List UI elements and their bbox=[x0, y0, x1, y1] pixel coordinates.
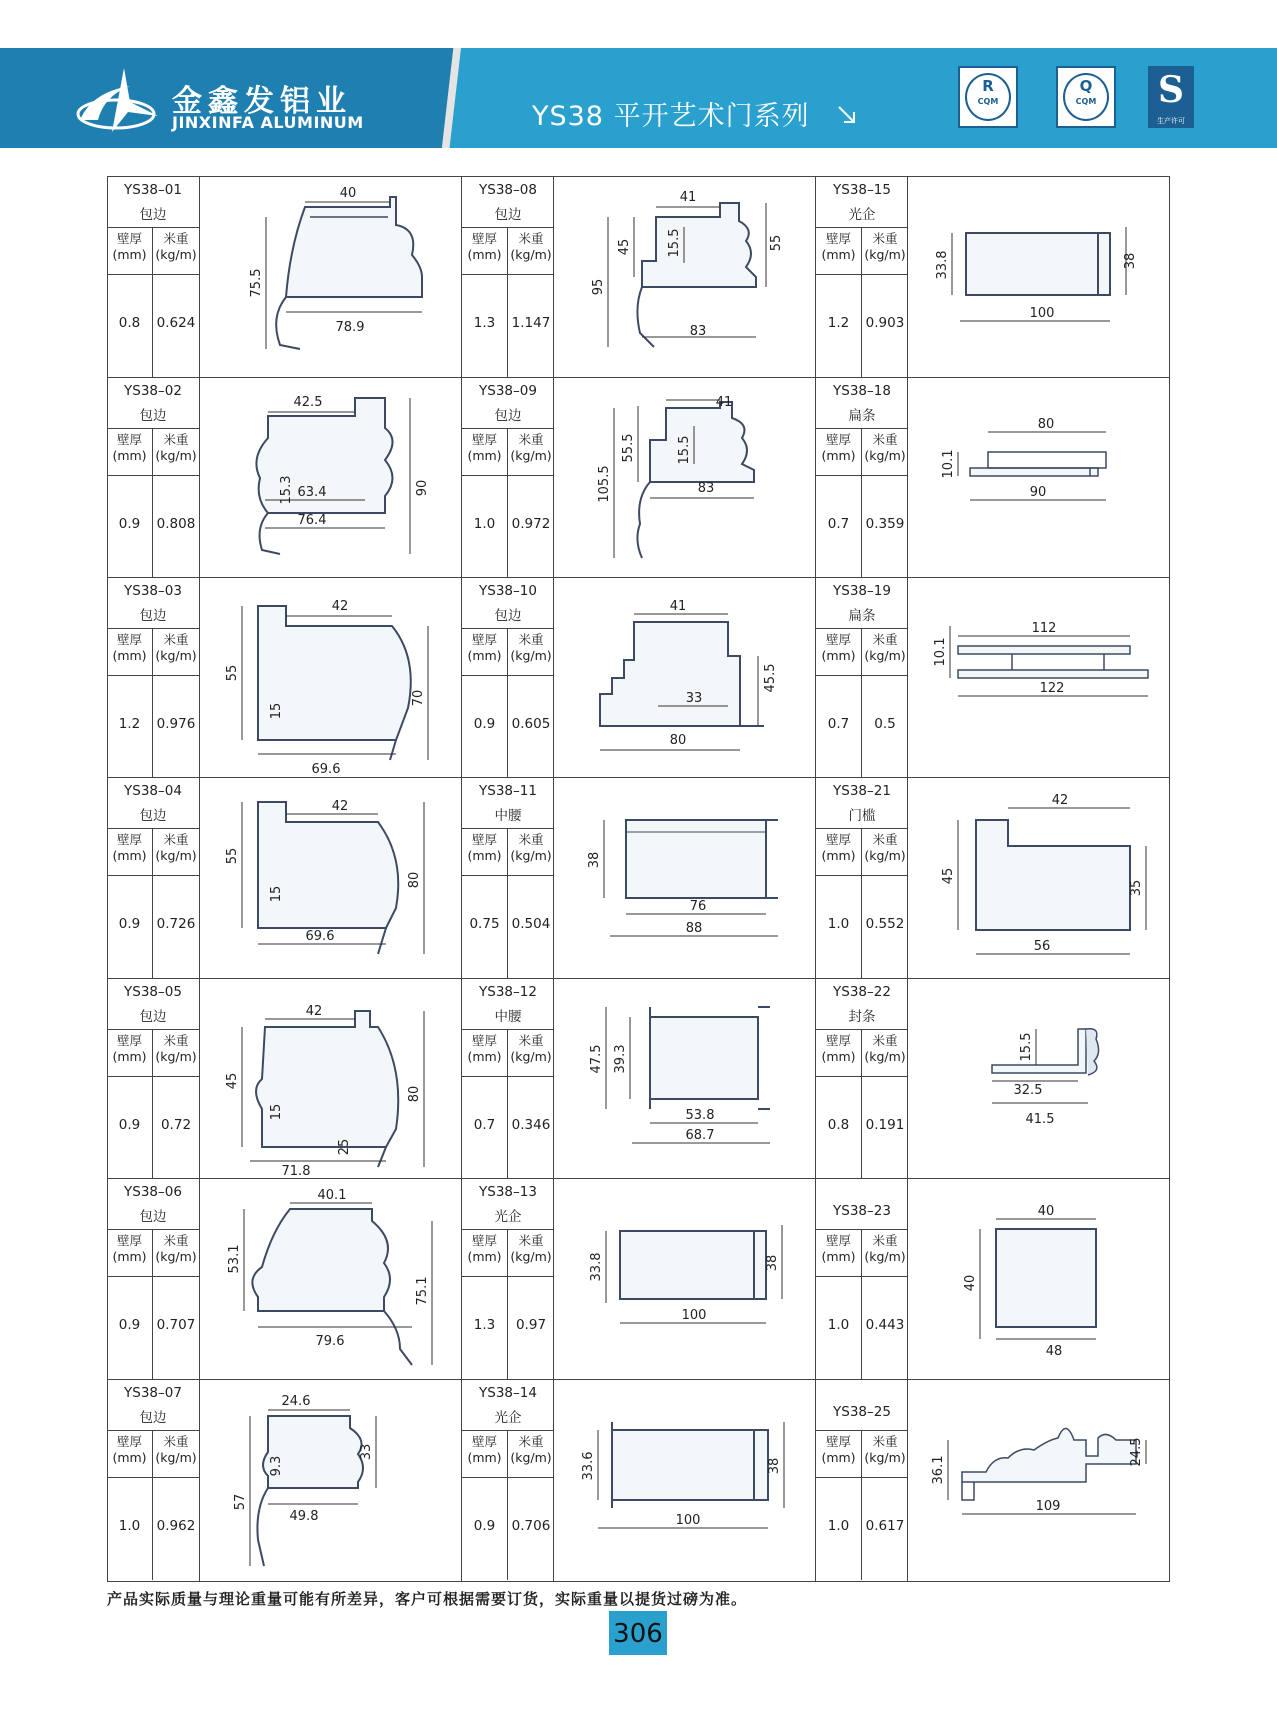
product-info-ys38-10 bbox=[462, 578, 554, 778]
meter-weight-value: 0.726 bbox=[156, 916, 196, 932]
dimension-label: 90 bbox=[415, 479, 430, 497]
meter-weight-header: 米重 (kg/m) bbox=[864, 1434, 906, 1465]
meter-weight-header: 米重 (kg/m) bbox=[510, 632, 552, 663]
wall-thickness-value: 0.9 bbox=[118, 516, 141, 532]
meter-weight-header: 米重 (kg/m) bbox=[155, 1033, 197, 1064]
cert-q-badge bbox=[1056, 66, 1116, 128]
wall-thickness-header: 壁厚 (mm) bbox=[821, 1233, 856, 1264]
profile-drawing-ys38-25 bbox=[908, 1380, 1166, 1580]
product-info-ys38-07 bbox=[107, 1380, 199, 1580]
product-info-ys38-25 bbox=[816, 1380, 908, 1580]
dimension-label: 56 bbox=[1033, 939, 1051, 954]
dimension-label: 15 bbox=[269, 885, 284, 903]
cert-sub: 生产许可 bbox=[1157, 117, 1185, 125]
product-type: 包边 bbox=[139, 808, 167, 824]
wall-thickness-header: 壁厚 (mm) bbox=[467, 1233, 502, 1264]
product-type: 包边 bbox=[494, 207, 522, 223]
dimension-label: 41 bbox=[715, 395, 733, 410]
wall-thickness-value: 1.0 bbox=[827, 916, 850, 932]
dimension-label: 25 bbox=[337, 1138, 352, 1156]
product-code: YS38–12 bbox=[479, 984, 537, 1000]
dimension-label: 55 bbox=[769, 234, 784, 252]
dimension-label: 42 bbox=[331, 599, 349, 614]
product-type: 光企 bbox=[848, 207, 876, 223]
profile-drawing-ys38-02 bbox=[200, 378, 462, 578]
meter-weight-value: 0.72 bbox=[160, 1117, 192, 1133]
product-code: YS38–07 bbox=[124, 1385, 182, 1401]
product-type: 扁条 bbox=[848, 408, 876, 424]
dimension-label: 83 bbox=[697, 481, 715, 496]
dimension-label: 76 bbox=[689, 899, 707, 914]
dimension-label: 15 bbox=[269, 1103, 284, 1121]
dimension-label: 15.5 bbox=[1019, 1032, 1034, 1062]
dimension-label: 100 bbox=[681, 1308, 707, 1323]
wall-thickness-header: 壁厚 (mm) bbox=[112, 432, 147, 463]
wall-thickness-value: 1.0 bbox=[473, 516, 496, 532]
product-type: 包边 bbox=[139, 1410, 167, 1426]
dimension-label: 24.6 bbox=[281, 1394, 311, 1409]
wall-thickness-header: 壁厚 (mm) bbox=[467, 1434, 502, 1465]
wall-thickness-value: 1.3 bbox=[473, 1317, 496, 1333]
dimension-label: 90 bbox=[1029, 485, 1047, 500]
dimension-label: 42 bbox=[305, 1004, 323, 1019]
dimension-label: 33 bbox=[359, 1443, 374, 1461]
cert-sub: CQM bbox=[977, 97, 999, 106]
dimension-label: 33.8 bbox=[589, 1252, 604, 1282]
product-code: YS38–14 bbox=[479, 1385, 537, 1401]
dimension-label: 24.5 bbox=[1129, 1437, 1144, 1467]
wall-thickness-header: 壁厚 (mm) bbox=[467, 432, 502, 463]
product-code: YS38–21 bbox=[833, 783, 891, 799]
meter-weight-value: 0.808 bbox=[156, 516, 196, 532]
meter-weight-value: 0.97 bbox=[515, 1317, 547, 1333]
dimension-label: 15.5 bbox=[667, 228, 682, 258]
wall-thickness-header: 壁厚 (mm) bbox=[112, 832, 147, 863]
dimension-label: 38 bbox=[1123, 252, 1138, 270]
wall-thickness-value: 0.9 bbox=[118, 916, 141, 932]
meter-weight-header: 米重 (kg/m) bbox=[864, 632, 906, 663]
meter-weight-header: 米重 (kg/m) bbox=[155, 832, 197, 863]
dimension-label: 100 bbox=[675, 1513, 701, 1528]
profile-drawing-ys38-18 bbox=[908, 378, 1166, 578]
dimension-label: 100 bbox=[1029, 306, 1055, 321]
dimension-label: 76.4 bbox=[297, 513, 327, 528]
dimension-label: 75.5 bbox=[249, 268, 264, 298]
dimension-label: 55.5 bbox=[621, 433, 636, 463]
wall-thickness-value: 1.2 bbox=[118, 716, 141, 732]
dimension-label: 55 bbox=[225, 847, 240, 865]
dimension-label: 53.8 bbox=[685, 1108, 715, 1123]
dimension-label: 33.8 bbox=[935, 250, 950, 280]
product-info-ys38-14 bbox=[462, 1380, 554, 1580]
dimension-label: 63.4 bbox=[297, 485, 327, 500]
meter-weight-header: 米重 (kg/m) bbox=[155, 432, 197, 463]
product-code: YS38–09 bbox=[479, 383, 537, 399]
dimension-label: 83 bbox=[689, 324, 707, 339]
wall-thickness-header: 壁厚 (mm) bbox=[112, 1233, 147, 1264]
dimension-label: 80 bbox=[407, 1085, 422, 1103]
profile-drawing-ys38-15 bbox=[908, 177, 1166, 377]
meter-weight-header: 米重 (kg/m) bbox=[155, 231, 197, 262]
profile-drawing-ys38-19 bbox=[908, 578, 1166, 778]
wall-thickness-header: 壁厚 (mm) bbox=[467, 1033, 502, 1064]
product-info-ys38-19 bbox=[816, 578, 908, 778]
dimension-label: 95 bbox=[591, 278, 606, 296]
dimension-label: 33 bbox=[685, 691, 703, 706]
dimension-label: 40 bbox=[963, 1274, 978, 1292]
product-code: YS38–08 bbox=[479, 182, 537, 198]
dimension-label: 69.6 bbox=[311, 762, 341, 777]
meter-weight-header: 米重 (kg/m) bbox=[155, 632, 197, 663]
wall-thickness-value: 0.7 bbox=[473, 1117, 496, 1133]
wall-thickness-value: 0.9 bbox=[473, 1518, 496, 1534]
dimension-label: 80 bbox=[669, 733, 687, 748]
profile-drawing-ys38-14 bbox=[554, 1380, 813, 1580]
wall-thickness-header: 壁厚 (mm) bbox=[821, 832, 856, 863]
dimension-label: 42.5 bbox=[293, 395, 323, 410]
wall-thickness-value: 1.2 bbox=[827, 315, 850, 331]
dimension-label: 9.3 bbox=[269, 1455, 284, 1477]
dimension-label: 105.5 bbox=[597, 465, 612, 503]
product-code: YS38–15 bbox=[833, 182, 891, 198]
wall-thickness-value: 0.8 bbox=[118, 315, 141, 331]
cert-letter: Q bbox=[1079, 77, 1093, 95]
footer-note: 产品实际质量与理论重量可能有所差异，客户可根据需要订货，实际重量以提货过磅为准。 bbox=[107, 1590, 748, 1608]
dimension-label: 78.9 bbox=[335, 320, 365, 335]
meter-weight-value: 0.605 bbox=[511, 716, 551, 732]
product-code: YS38–18 bbox=[833, 383, 891, 399]
product-code: YS38–23 bbox=[833, 1203, 891, 1219]
dimension-label: 88 bbox=[685, 921, 703, 936]
product-code: YS38–04 bbox=[124, 783, 182, 799]
profile-drawing-ys38-06 bbox=[200, 1179, 462, 1379]
wall-thickness-value: 0.8 bbox=[827, 1117, 850, 1133]
wall-thickness-value: 0.9 bbox=[118, 1317, 141, 1333]
wall-thickness-header: 壁厚 (mm) bbox=[467, 231, 502, 262]
wall-thickness-value: 1.0 bbox=[827, 1317, 850, 1333]
dimension-label: 38 bbox=[767, 1457, 782, 1475]
dimension-label: 79.6 bbox=[315, 1334, 345, 1349]
product-type: 光企 bbox=[494, 1209, 522, 1225]
profile-drawing-ys38-04 bbox=[200, 778, 462, 978]
profile-drawing-ys38-07 bbox=[200, 1380, 462, 1580]
wall-thickness-value: 0.9 bbox=[473, 716, 496, 732]
product-info-ys38-15 bbox=[816, 177, 908, 377]
profile-drawing-ys38-08 bbox=[554, 177, 813, 377]
meter-weight-value: 0.976 bbox=[156, 716, 196, 732]
dimension-label: 45 bbox=[225, 1072, 240, 1090]
dimension-label: 15.3 bbox=[279, 475, 294, 505]
dimension-label: 80 bbox=[407, 871, 422, 889]
dimension-label: 112 bbox=[1031, 621, 1057, 636]
dimension-label: 53.1 bbox=[227, 1244, 242, 1274]
product-type: 包边 bbox=[494, 408, 522, 424]
wall-thickness-value: 0.9 bbox=[118, 1117, 141, 1133]
meter-weight-value: 0.443 bbox=[865, 1317, 905, 1333]
product-info-ys38-05 bbox=[107, 979, 199, 1179]
meter-weight-header: 米重 (kg/m) bbox=[864, 231, 906, 262]
dimension-label: 49.8 bbox=[289, 1509, 319, 1524]
meter-weight-header: 米重 (kg/m) bbox=[510, 1233, 552, 1264]
dimension-label: 47.5 bbox=[589, 1044, 604, 1074]
meter-weight-value: 0.504 bbox=[511, 916, 551, 932]
product-type: 门槛 bbox=[848, 808, 876, 824]
company-logo-icon bbox=[72, 62, 164, 136]
page-number: 306 bbox=[613, 1619, 663, 1649]
wall-thickness-value: 0.75 bbox=[469, 916, 500, 932]
profile-drawing-ys38-03 bbox=[200, 578, 462, 778]
dimension-label: 40 bbox=[1037, 1204, 1055, 1219]
product-info-ys38-12 bbox=[462, 979, 554, 1179]
wall-thickness-header: 壁厚 (mm) bbox=[467, 832, 502, 863]
wall-thickness-value: 0.7 bbox=[827, 516, 850, 532]
cert-letter: S bbox=[1158, 69, 1184, 111]
dimension-label: 45 bbox=[941, 867, 956, 885]
dimension-label: 109 bbox=[1035, 1499, 1061, 1514]
dimension-label: 75.1 bbox=[415, 1276, 430, 1306]
dimension-label: 10.1 bbox=[941, 449, 956, 479]
wall-thickness-value: 1.3 bbox=[473, 315, 496, 331]
meter-weight-value: 0.552 bbox=[865, 916, 905, 932]
meter-weight-header: 米重 (kg/m) bbox=[510, 231, 552, 262]
dimension-label: 57 bbox=[233, 1493, 248, 1511]
wall-thickness-header: 壁厚 (mm) bbox=[821, 1033, 856, 1064]
product-info-ys38-02 bbox=[107, 378, 199, 578]
product-info-ys38-03 bbox=[107, 578, 199, 778]
product-code: YS38–19 bbox=[833, 583, 891, 599]
product-info-ys38-06 bbox=[107, 1179, 199, 1379]
dimension-label: 68.7 bbox=[685, 1128, 715, 1143]
meter-weight-header: 米重 (kg/m) bbox=[510, 1434, 552, 1465]
product-type: 包边 bbox=[494, 608, 522, 624]
brand-name-cn: 金鑫发铝业 bbox=[172, 84, 352, 119]
product-code: YS38–10 bbox=[479, 583, 537, 599]
meter-weight-value: 0.346 bbox=[511, 1117, 551, 1133]
wall-thickness-header: 壁厚 (mm) bbox=[112, 632, 147, 663]
meter-weight-value: 0.5 bbox=[874, 716, 896, 732]
dimension-label: 42 bbox=[1051, 793, 1069, 808]
product-code: YS38–01 bbox=[124, 182, 182, 198]
profile-drawing-ys38-05 bbox=[200, 979, 462, 1179]
cert-sub: CQM bbox=[1075, 97, 1097, 106]
wall-thickness-header: 壁厚 (mm) bbox=[821, 632, 856, 663]
dimension-label: 15 bbox=[269, 702, 284, 720]
dimension-label: 122 bbox=[1039, 681, 1065, 696]
profile-drawing-ys38-10 bbox=[554, 578, 813, 778]
dimension-label: 32.5 bbox=[1013, 1083, 1043, 1098]
product-code: YS38–13 bbox=[479, 1184, 537, 1200]
page-number-badge bbox=[609, 1611, 667, 1655]
product-code: YS38–22 bbox=[833, 984, 891, 1000]
wall-thickness-header: 壁厚 (mm) bbox=[821, 432, 856, 463]
product-type: 包边 bbox=[139, 1209, 167, 1225]
brand-name-en: JINXINFA ALUMINUM bbox=[172, 113, 364, 132]
dimension-label: 71.8 bbox=[281, 1164, 311, 1179]
product-info-ys38-13 bbox=[462, 1179, 554, 1379]
series-title: YS38 平开艺术门系列 bbox=[532, 101, 810, 132]
product-info-ys38-01 bbox=[107, 177, 199, 377]
profile-drawing-ys38-09 bbox=[554, 378, 813, 578]
dimension-label: 41.5 bbox=[1025, 1112, 1055, 1127]
meter-weight-value: 0.962 bbox=[156, 1518, 196, 1534]
dimension-label: 45.5 bbox=[763, 663, 778, 693]
meter-weight-value: 1.147 bbox=[511, 315, 551, 331]
product-info-ys38-18 bbox=[816, 378, 908, 578]
product-code: YS38–06 bbox=[124, 1184, 182, 1200]
dimension-label: 40 bbox=[339, 186, 357, 201]
cert-r-badge bbox=[958, 66, 1018, 128]
wall-thickness-header: 壁厚 (mm) bbox=[112, 231, 147, 262]
dimension-label: 33.6 bbox=[581, 1451, 596, 1481]
product-info-ys38-21 bbox=[816, 778, 908, 978]
product-info-ys38-09 bbox=[462, 378, 554, 578]
meter-weight-value: 0.706 bbox=[511, 1518, 551, 1534]
profile-drawing-ys38-12 bbox=[554, 979, 813, 1179]
profile-drawing-ys38-23 bbox=[908, 1179, 1166, 1379]
dimension-label: 55 bbox=[225, 664, 240, 682]
product-info-ys38-22 bbox=[816, 979, 908, 1179]
product-code: YS38–25 bbox=[833, 1404, 891, 1420]
dimension-label: 40.1 bbox=[317, 1188, 347, 1203]
profile-drawing-ys38-13 bbox=[554, 1179, 813, 1379]
dimension-label: 35 bbox=[1129, 879, 1144, 897]
dimension-label: 45 bbox=[617, 238, 632, 256]
profile-drawing-ys38-11 bbox=[554, 778, 813, 978]
meter-weight-value: 0.972 bbox=[511, 516, 551, 532]
wall-thickness-header: 壁厚 (mm) bbox=[467, 632, 502, 663]
product-info-ys38-04 bbox=[107, 778, 199, 978]
wall-thickness-header: 壁厚 (mm) bbox=[821, 231, 856, 262]
wall-thickness-header: 壁厚 (mm) bbox=[821, 1434, 856, 1465]
product-type: 中腰 bbox=[494, 1009, 522, 1025]
wall-thickness-header: 壁厚 (mm) bbox=[112, 1434, 147, 1465]
meter-weight-header: 米重 (kg/m) bbox=[155, 1434, 197, 1465]
dimension-label: 41 bbox=[679, 190, 697, 205]
product-type: 封条 bbox=[848, 1009, 876, 1025]
product-code: YS38–03 bbox=[124, 583, 182, 599]
meter-weight-header: 米重 (kg/m) bbox=[864, 432, 906, 463]
dimension-label: 41 bbox=[669, 599, 687, 614]
meter-weight-value: 0.617 bbox=[865, 1518, 905, 1534]
product-info-ys38-08 bbox=[462, 177, 554, 377]
dimension-label: 80 bbox=[1037, 417, 1055, 432]
product-type: 包边 bbox=[139, 408, 167, 424]
product-info-ys38-23 bbox=[816, 1179, 908, 1379]
meter-weight-header: 米重 (kg/m) bbox=[864, 832, 906, 863]
product-type: 中腰 bbox=[494, 808, 522, 824]
meter-weight-header: 米重 (kg/m) bbox=[864, 1033, 906, 1064]
wall-thickness-value: 1.0 bbox=[827, 1518, 850, 1534]
wall-thickness-value: 0.7 bbox=[827, 716, 850, 732]
dimension-label: 38 bbox=[765, 1254, 780, 1272]
product-type: 包边 bbox=[139, 608, 167, 624]
dimension-label: 48 bbox=[1045, 1344, 1063, 1359]
product-type: 包边 bbox=[139, 1009, 167, 1025]
product-code: YS38–11 bbox=[479, 783, 537, 799]
product-code: YS38–02 bbox=[124, 383, 182, 399]
profile-drawing-ys38-22 bbox=[908, 979, 1166, 1179]
dimension-label: 70 bbox=[411, 689, 426, 707]
wall-thickness-value: 1.0 bbox=[118, 1518, 141, 1534]
profile-drawing-ys38-01 bbox=[200, 177, 462, 377]
meter-weight-value: 0.903 bbox=[865, 315, 905, 331]
meter-weight-value: 0.359 bbox=[865, 516, 905, 532]
cert-letter: R bbox=[982, 77, 994, 95]
meter-weight-value: 0.624 bbox=[156, 315, 196, 331]
profile-drawing-ys38-21 bbox=[908, 778, 1166, 978]
meter-weight-value: 0.191 bbox=[865, 1117, 905, 1133]
arrow-down-right-icon bbox=[836, 104, 858, 126]
dimension-label: 38 bbox=[587, 851, 602, 869]
cert-s-badge bbox=[1148, 66, 1194, 128]
meter-weight-value: 0.707 bbox=[156, 1317, 196, 1333]
product-code: YS38–05 bbox=[124, 984, 182, 1000]
product-type: 扁条 bbox=[848, 608, 876, 624]
dimension-label: 10.1 bbox=[933, 637, 948, 667]
dimension-label: 15.5 bbox=[677, 435, 692, 465]
product-type: 光企 bbox=[494, 1410, 522, 1426]
dimension-label: 36.1 bbox=[931, 1455, 946, 1485]
dimension-label: 69.6 bbox=[305, 929, 335, 944]
meter-weight-header: 米重 (kg/m) bbox=[510, 432, 552, 463]
product-type: 包边 bbox=[139, 207, 167, 223]
dimension-label: 39.3 bbox=[613, 1044, 628, 1074]
wall-thickness-header: 壁厚 (mm) bbox=[112, 1033, 147, 1064]
meter-weight-header: 米重 (kg/m) bbox=[155, 1233, 197, 1264]
dimension-label: 42 bbox=[331, 799, 349, 814]
meter-weight-header: 米重 (kg/m) bbox=[510, 832, 552, 863]
meter-weight-header: 米重 (kg/m) bbox=[510, 1033, 552, 1064]
meter-weight-header: 米重 (kg/m) bbox=[864, 1233, 906, 1264]
product-info-ys38-11 bbox=[462, 778, 554, 978]
